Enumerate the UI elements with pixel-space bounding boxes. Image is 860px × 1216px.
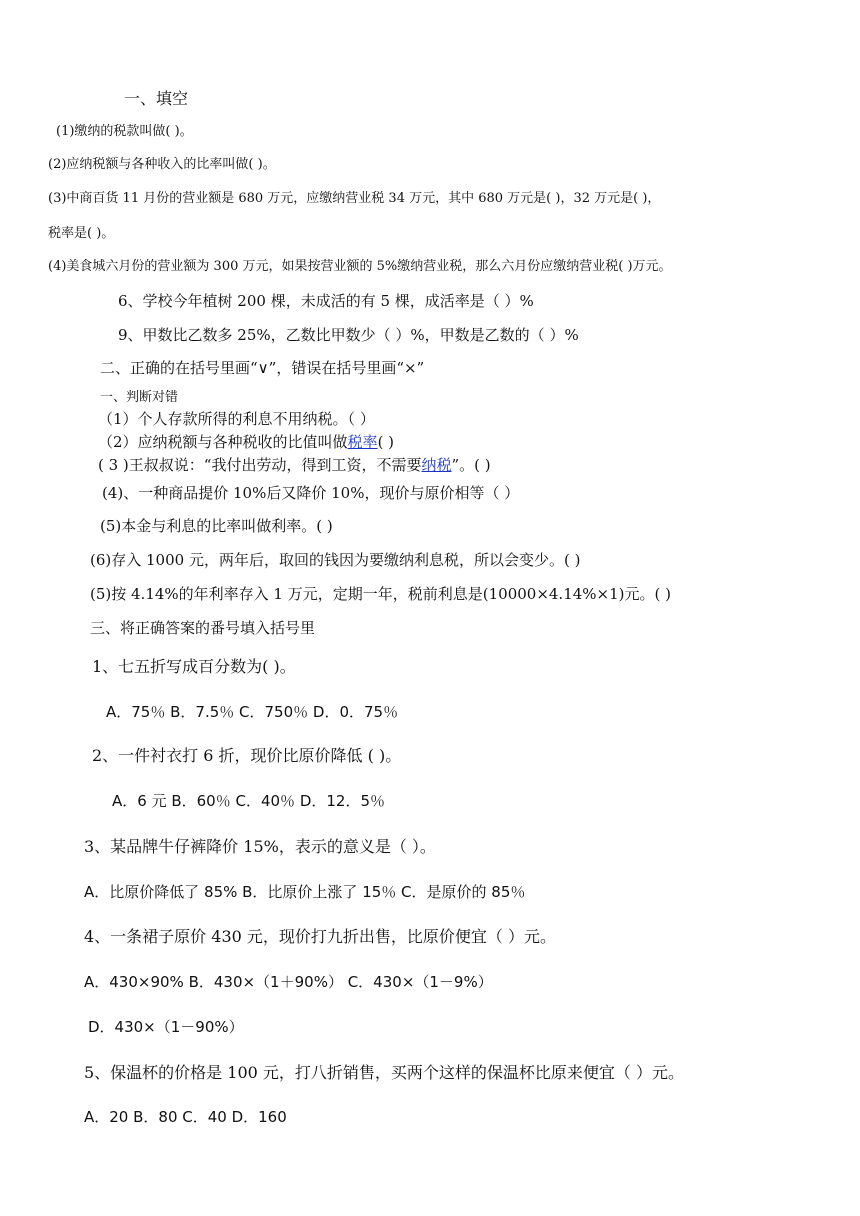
judge-item-5: (5)本金与利息的比率叫做利率。( ) [100, 517, 333, 535]
judge-item-7: (5)按 4.14%的年利率存入 1 万元，定期一年，税前利息是(10000×4.14%×1)元。( ) [90, 585, 671, 603]
section3-heading: 三、将正确答案的番号填入括号里 [90, 619, 316, 637]
section2-heading: 二、正确的在括号里画“∨”，错误在括号里画“×” [100, 359, 425, 377]
choice-question-2-options: A．6 元 B．60％ C．40％ D．12．5％ [112, 792, 385, 810]
fill-question-3-line2: 税率是( )。 [48, 226, 115, 241]
judge-item-4: (4)、一种商品提价 10%后又降价 10%，现价与原价相等（ ） [102, 484, 520, 502]
judge-item-3 [98, 456, 491, 474]
choice-question-4-option-d: D．430×（1－90%） [88, 1018, 244, 1036]
judge-item-2-text: （2）应纳税额与各种税收的比值叫做 [98, 433, 348, 451]
judge-item-2 [98, 433, 394, 451]
choice-question-2: 2、一件衬衣打 6 折，现价比原价降低 ( )。 [92, 746, 402, 765]
section1-heading: 一、填空 [124, 89, 189, 108]
fill-question-3-line1: (3)中商百货 11 月份的营业额是 680 万元，应缴纳营业税 34 万元，其中 680 万元是( )，32 万元是( )， [48, 191, 661, 206]
fill-question-6: 6、学校今年植树 200 棵，未成活的有 5 棵，成活率是（ ）% [118, 292, 534, 310]
judge-item-3-bracket: ”。( ) [451, 456, 491, 474]
choice-question-3: 3、某品牌牛仔裤降价 15%，表示的意义是（ ）。 [84, 837, 436, 856]
choice-question-5: 5、保温杯的价格是 100 元，打八折销售，买两个这样的保温杯比原来便宜（ ）元。 [84, 1063, 684, 1082]
choice-question-4-options: A．430×90% B．430×（1＋90%） C．430×（1－9%） [84, 973, 493, 991]
choice-question-3-options: A．比原价降低了 85% B．比原价上涨了 15％ C．是原价的 85％ [84, 883, 526, 901]
choice-question-1-options: A．75％ B．7.5％ C．750％ D．0．75％ [106, 703, 399, 721]
fill-question-2: (2)应纳税额与各种收入的比率叫做( )。 [48, 157, 276, 172]
pay-tax-link[interactable]: 纳税 [421, 456, 452, 474]
judge-item-3-text: ( 3 )王叔叔说：“我付出劳动，得到工资，不需要 [98, 456, 422, 474]
choice-question-4: 4、一条裙子原价 430 元，现价打九折出售，比原价便宜（ ）元。 [84, 927, 556, 946]
choice-question-5-options: A．20 B．80 C．40 D．160 [84, 1108, 287, 1126]
judge-item-2-bracket: ( ) [377, 433, 395, 451]
fill-question-9: 9、甲数比乙数多 25%，乙数比甲数少（ ）%，甲数是乙数的（ ）% [118, 326, 579, 344]
section2-subheading: 一、判断对错 [100, 390, 179, 405]
tax-rate-link[interactable]: 税率 [347, 433, 378, 451]
choice-question-1: 1、七五折写成百分数为( )。 [92, 657, 296, 676]
fill-question-4: (4)美食城六月份的营业额为 300 万元，如果按营业额的 5%缴纳营业税，那么六月份应缴纳营业税( )万元。 [48, 259, 672, 274]
judge-item-1: （1）个人存款所得的利息不用纳税。（ ） [98, 410, 375, 428]
fill-question-1: (1)缴纳的税款叫做( )。 [56, 124, 193, 139]
judge-item-6: (6)存入 1000 元，两年后，取回的钱因为要缴纳利息税，所以会变少。( ) [90, 551, 581, 569]
